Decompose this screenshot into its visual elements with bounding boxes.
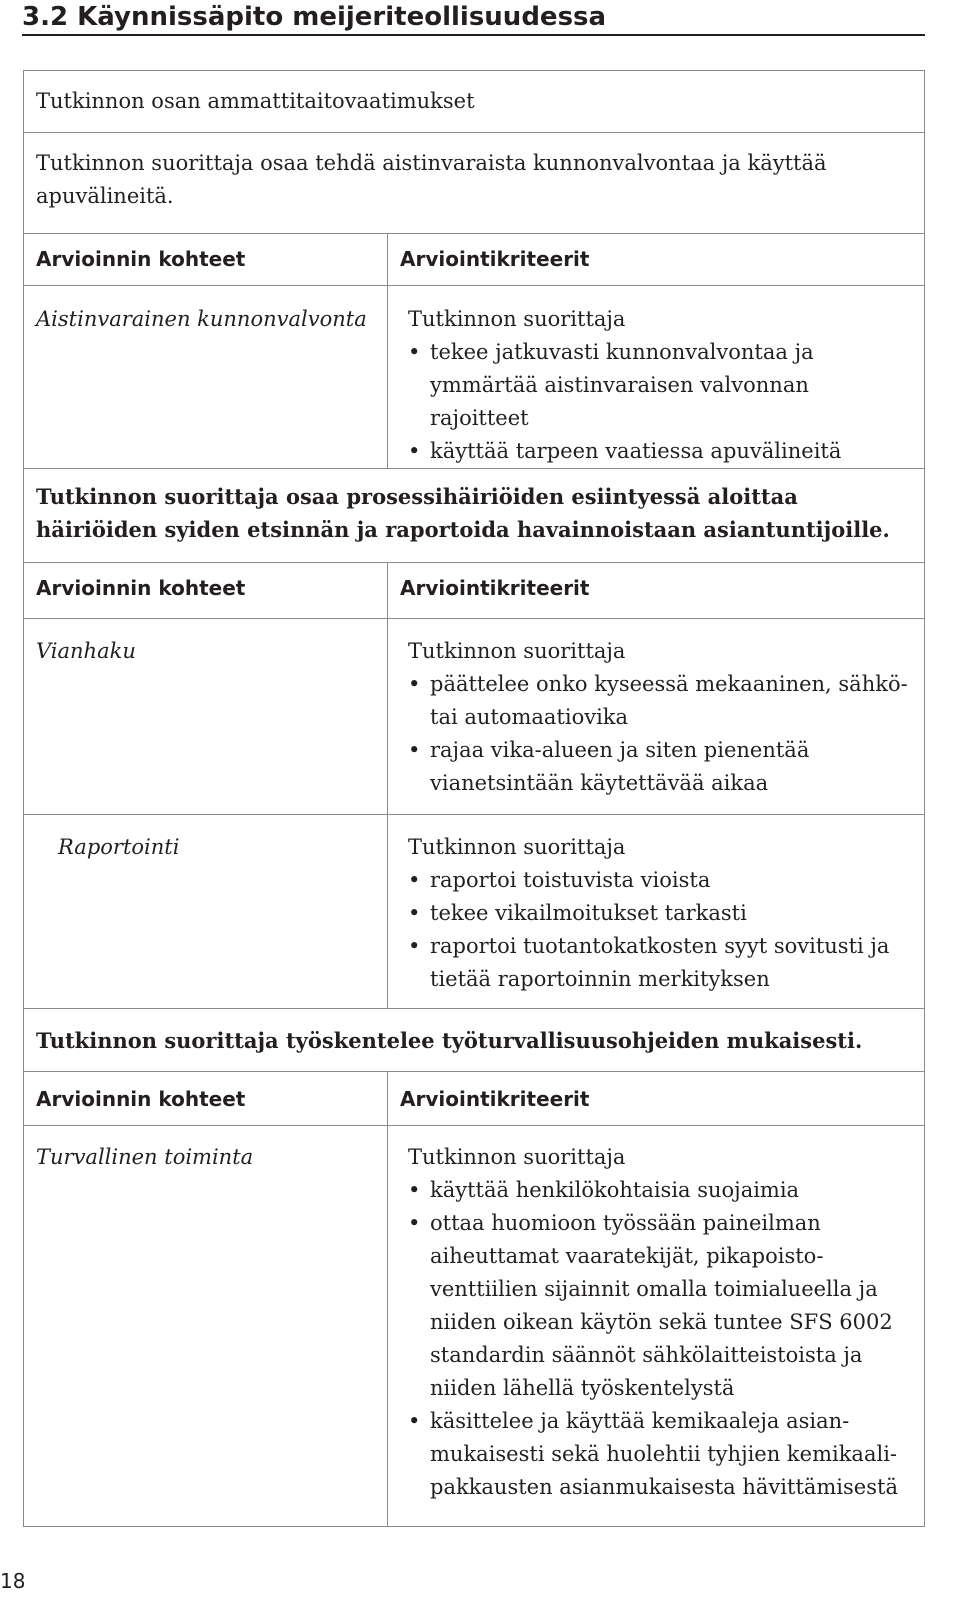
object-text: Raportointi <box>58 835 180 859</box>
requirement-text: Tutkinnon suorittaja osaa tehdä aistinvaraista kunnonvalvontaa ja käyttää apuvälineitä. <box>36 151 827 208</box>
bullet-icon: • <box>408 1409 421 1433</box>
column-header-objects <box>24 234 388 286</box>
bullet-icon: • <box>408 340 421 364</box>
criteria-item: • käsittelee ja käyttää kemikaaleja asian-mukaisesti sekä huolehtii tyhjien kemikaali-pakkausten asianmukaisesta hävittämisestä <box>408 1405 912 1504</box>
bullet-icon: • <box>408 672 421 696</box>
bullet-icon: • <box>408 439 421 463</box>
column-header-objects <box>24 563 388 619</box>
criteria-list <box>408 668 912 800</box>
section-title-text: Tutkinnon osan ammattitaitovaatimukset <box>36 89 475 113</box>
column-header-text: Arvioinnin kohteet <box>36 576 246 600</box>
criteria-lead: Tutkinnon suorittaja <box>408 1145 626 1169</box>
column-header-criteria <box>388 1072 925 1126</box>
criteria-lead: Tutkinnon suorittaja <box>408 835 626 859</box>
criteria-lead: Tutkinnon suorittaja <box>408 307 626 331</box>
criteria-item: • tekee vikailmoitukset tarkasti <box>408 897 912 930</box>
requirement-text: Tutkinnon suorittaja osaa prosessihäiriöiden esiintyessä aloittaa häiriöiden syiden etsinnän ja raportoida havainnoistaan asiantuntijoille. <box>36 484 890 542</box>
column-header-text: Arvioinnin kohteet <box>36 1087 246 1111</box>
section-title <box>24 71 925 133</box>
assessment-object <box>24 1126 388 1527</box>
criteria-item: • raportoi toistuvista vioista <box>408 864 912 897</box>
bullet-icon: • <box>408 1211 421 1235</box>
assessment-object <box>24 286 388 469</box>
criteria-cell <box>388 286 925 469</box>
criteria-item: • tekee jatkuvasti kunnonvalvontaa ja ymmärtää aistinvaraisen valvonnan rajoitteet <box>408 336 912 435</box>
requirement-2 <box>24 469 925 563</box>
bullet-icon: • <box>408 934 421 958</box>
bullet-icon: • <box>408 868 421 892</box>
criteria-item: • päättelee onko kyseessä mekaaninen, sähkö- tai automaatiovika <box>408 668 912 734</box>
object-text: Aistinvarainen kunnonvalvonta <box>36 307 367 331</box>
bullet-icon: • <box>408 901 421 925</box>
column-header-criteria <box>388 563 925 619</box>
requirement-text: Tutkinnon suorittaja työskentelee työturvallisuusohjeiden mukaisesti. <box>36 1028 863 1053</box>
requirements-table <box>23 70 925 1527</box>
criteria-item: • rajaa vika-alueen ja siten pienentää vianetsintään käytettävää aikaa <box>408 734 912 800</box>
column-header-text: Arvioinnin kohteet <box>36 247 246 271</box>
page-heading: 3.2 Käynnissäpito meijeriteollisuudessa <box>22 0 925 36</box>
column-header-objects <box>24 1072 388 1126</box>
column-header-criteria <box>388 234 925 286</box>
criteria-cell <box>388 815 925 1009</box>
assessment-object <box>24 619 388 815</box>
criteria-list <box>408 864 912 996</box>
column-header-text: Arviointikriteerit <box>400 576 590 600</box>
criteria-list <box>408 336 912 468</box>
criteria-cell <box>388 619 925 815</box>
object-text: Turvallinen toiminta <box>36 1145 254 1169</box>
criteria-item: • käyttää henkilökohtaisia suojaimia <box>408 1174 912 1207</box>
criteria-list <box>408 1174 912 1504</box>
column-header-text: Arviointikriteerit <box>400 247 590 271</box>
page-number: 18 <box>0 1569 26 1593</box>
criteria-item: • ottaa huomioon työssään paineilman aiheuttamat vaaratekijät, pikapoisto-venttiilien sijainnit omalla toimialueella ja niiden oikean käytön sekä tuntee SFS 6002 standardin säännöt sähkölaitteistoista ja niiden lähellä työskentelystä <box>408 1207 912 1405</box>
criteria-lead: Tutkinnon suorittaja <box>408 639 626 663</box>
criteria-item: • raportoi tuotantokatkosten syyt sovitusti ja tietää raportoinnin merkityksen <box>408 930 912 996</box>
assessment-object <box>24 815 388 1009</box>
bullet-icon: • <box>408 738 421 762</box>
column-header-text: Arviointikriteerit <box>400 1087 590 1111</box>
bullet-icon: • <box>408 1178 421 1202</box>
requirement-1 <box>24 133 925 234</box>
object-text: Vianhaku <box>36 639 136 663</box>
requirement-3 <box>24 1009 925 1072</box>
criteria-item: • käyttää tarpeen vaatiessa apuvälineitä <box>408 435 912 468</box>
criteria-cell <box>388 1126 925 1527</box>
